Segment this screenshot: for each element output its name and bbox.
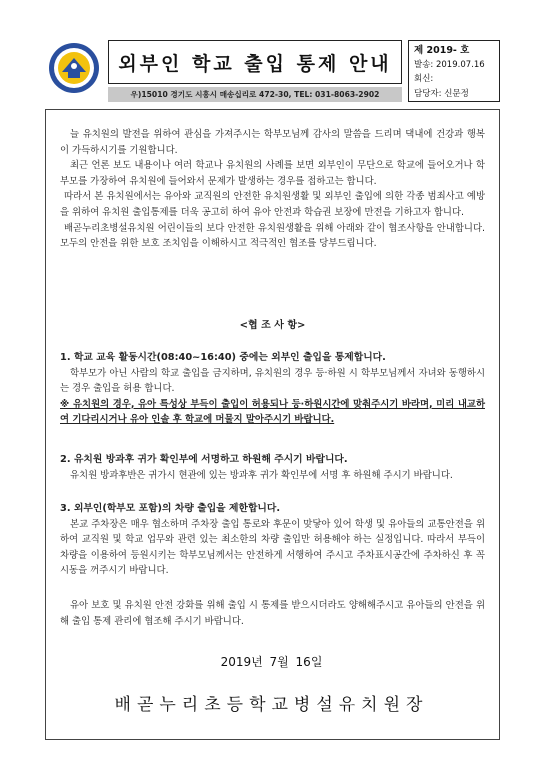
- document-title: 외부인 학교 출입 통제 안내: [108, 40, 402, 84]
- closing-paragraph: 유아 보호 및 유치원 안전 강화를 위해 출입 시 통제를 받으시더라도 양해해주시고 유아들의 안전을 위해 출입 통제 관리에 협조해 주시기 바랍니다.: [60, 600, 485, 627]
- intro-paragraph: 배곧누리초병설유치원 어린이들의 보다 안전한 유치원생활을 위해 아래와 같이 협조사항을 안내합니다. 모두의 안전을 위한 보호 조치임을 이해하시고 적극적인 협조를 당부드립니다.: [60, 222, 485, 250]
- intro-paragraph: 최근 언론 보도 내용이나 여러 학교나 유치원의 사례를 보면 외부인이 무단으로 학교에 들어오거나 학부모를 가장하여 유치원에 들어와서 문제가 발생하는 경우를 접하고는 합니다.: [60, 160, 485, 187]
- intro-paragraph: 따라서 본 유치원에서는 유아와 교직원의 안전한 유치원생활 및 외부인 출입에 의한 각종 범죄사고 예방을 위하여 유치원 출입통제를 더욱 공고히 하여 유아 안전과 학습권 보장에 만전을 기하고자 합니다.: [60, 191, 485, 218]
- issue-date-line: 2019년 7월 16일: [220, 655, 323, 669]
- issue-date: 발송: 2019.07.16: [414, 60, 485, 71]
- signer-name: 배곧누리초등학교병설유치원장: [114, 695, 429, 715]
- item-2: [60, 452, 485, 483]
- letterhead: [46, 38, 500, 102]
- school-emblem-icon: [48, 42, 100, 94]
- item-text: 학부모가 아닌 사람의 학교 출입을 금지하며, 유치원의 경우 등·하원 시 학부모님께서 자녀와 동행하시는 경우 출입을 허용 합니다.: [60, 367, 485, 395]
- circulation: 회신:: [414, 74, 434, 85]
- item-heading: 1. 학교 교육 활동시간(08:40~16:40) 중에는 외부인 출입을 통제합니다.: [60, 352, 386, 363]
- document-number: 제 2019- 호: [414, 45, 470, 56]
- closing-section: [60, 598, 485, 629]
- item-text: 본교 주차장은 매우 협소하며 주차장 출입 통로와 후문이 맞닿아 있어 학생 및 유아들의 교통안전을 위하여 교직원 및 학교 업무와 관련 있는 최소한의 차량 출입만 허용해야 하는 실정입니다. 따라서 부득이 차량을 이용하여 등원시키는 학부모님께서는 안전하게 서행하여 주시고 주차표시공간에 주차하신 후 꼭 시동을 꺼주시기 바랍니다.: [60, 518, 485, 577]
- address-bar: 우)15010 경기도 시흥시 매송십리로 472-30, TEL: 031-8063-2902: [108, 87, 402, 102]
- item-heading: 2. 유치원 방과후 귀가 확인부에 서명하고 하원해 주시기 바랍니다.: [60, 454, 348, 465]
- item-text: 유치원 방과후반은 귀가시 현관에 있는 방과후 귀가 확인부에 서명 후 하원해 주시기 바랍니다.: [70, 469, 453, 481]
- item-heading: 3. 외부인(학부모 포함)의 차량 출입을 제한합니다.: [60, 503, 281, 514]
- item-3: [60, 501, 485, 579]
- item-note: ※ 유치원의 경우, 유아 특성상 부득이 출입이 허용되나 등·하원시간에 맞춰주시기 바라며, 미리 내교하여 기다리시거나 유아 인솔 후 학교에 머물지 말아주시기 바랍니다.: [60, 398, 485, 426]
- section-title: <협 조 사 항>: [239, 320, 306, 331]
- intro-section: [60, 127, 485, 252]
- manager: 담당자: 신문정: [414, 88, 469, 99]
- intro-paragraph: 늘 유치원의 발전을 위하여 관심을 가져주시는 학부모님께 감사의 말씀을 드리며 댁내에 건강과 행복이 가득하시기를 기원합니다.: [60, 129, 485, 156]
- item-1: [60, 350, 485, 428]
- document-info: [408, 40, 500, 102]
